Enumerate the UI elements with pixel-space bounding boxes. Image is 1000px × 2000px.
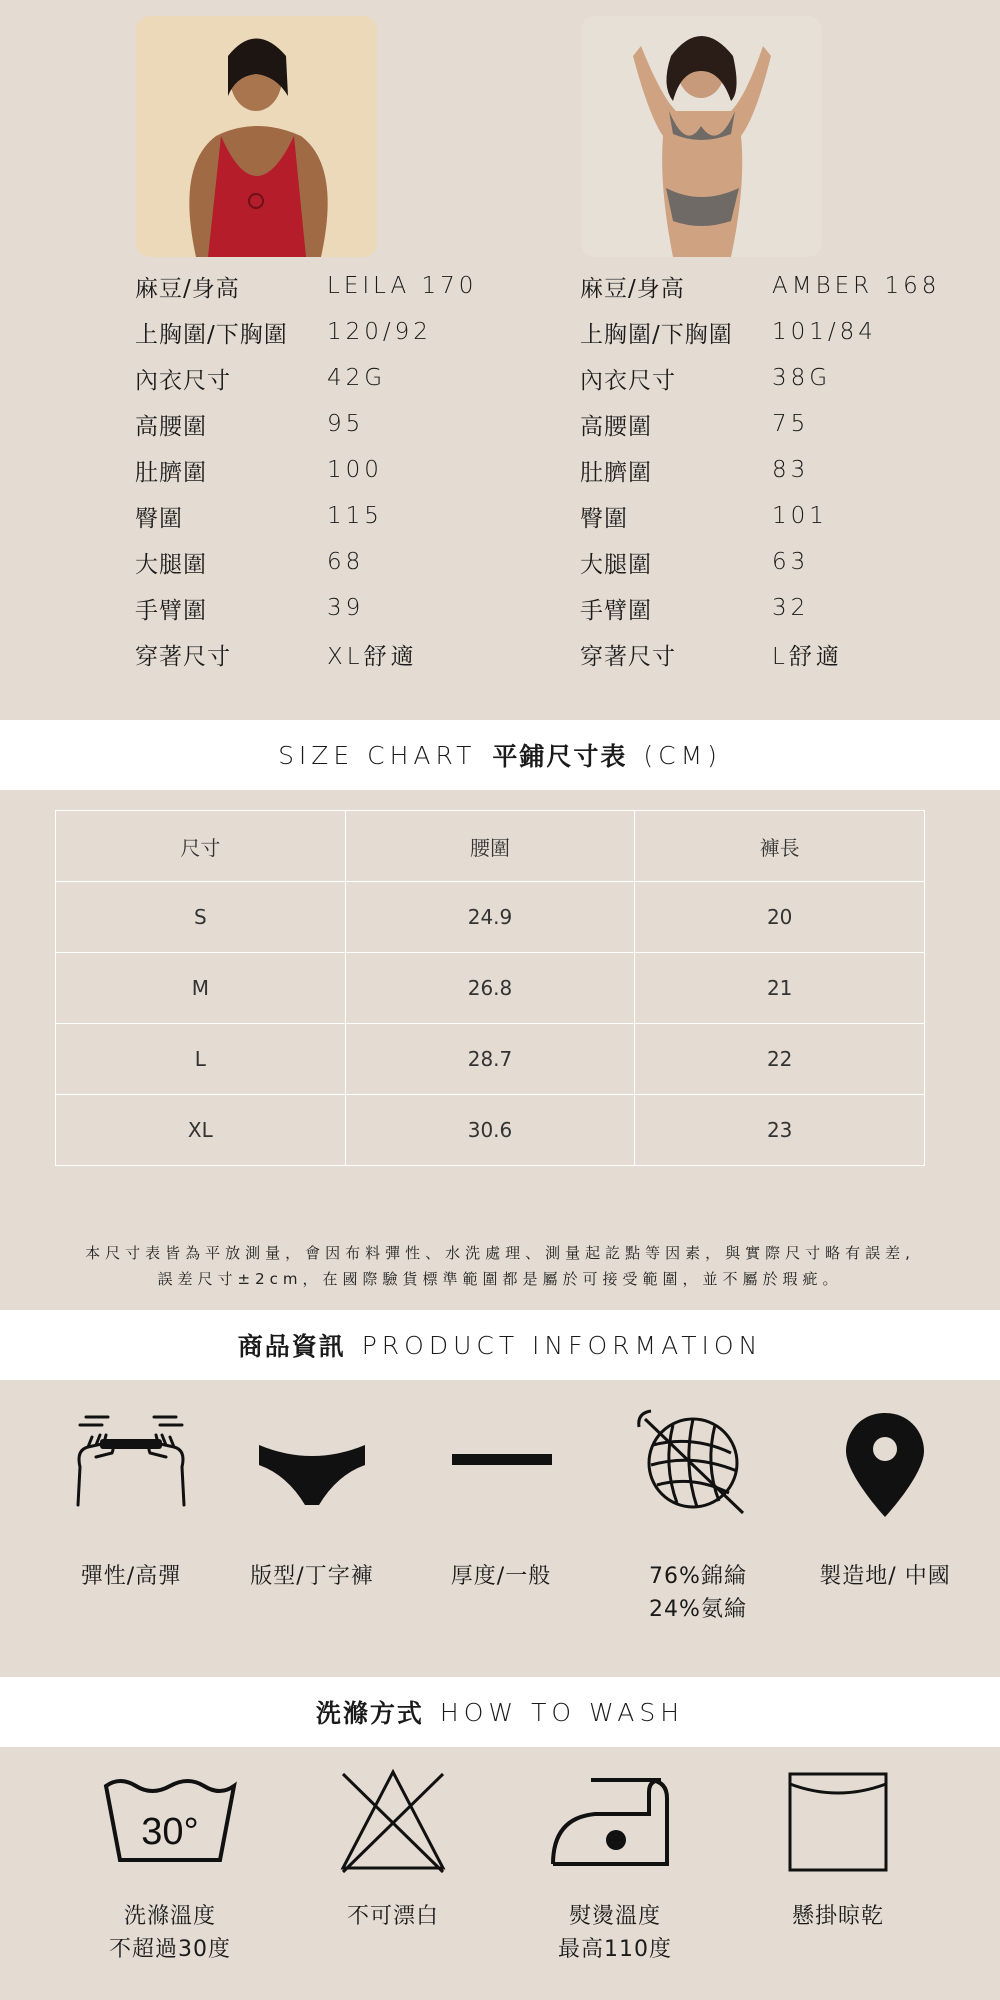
wash-label-bleach: 不可漂白: [346, 1904, 439, 1929]
spec-label: 臀圍: [580, 505, 628, 532]
table-header-row: [56, 811, 925, 882]
spec-row: [580, 631, 940, 677]
spec-value: 38G: [772, 365, 832, 391]
header-length: 褲長: [635, 811, 925, 882]
wash-temp-text: 30°: [141, 1811, 199, 1853]
wash-title-zh: 洗滌方式: [315, 1699, 424, 1728]
spec-value: 101: [772, 503, 828, 529]
spec-value: 101/84: [772, 319, 877, 345]
model-photo-leila: [136, 16, 377, 257]
table-cell: M: [56, 953, 346, 1024]
info-label-style: 版型/丁字褲: [250, 1564, 374, 1589]
model-specs-amber: [580, 263, 940, 677]
spec-value: XL舒適: [327, 643, 418, 670]
table-row: [56, 953, 925, 1024]
table-cell: 26.8: [345, 953, 635, 1024]
stretch-icon: [66, 1405, 196, 1525]
spec-value: 68: [327, 549, 365, 575]
wash-label-temperature: 洗滌溫度 不超過30度: [109, 1904, 231, 1962]
yarn-ball-icon: [633, 1405, 763, 1525]
spec-label: 肚臍圍: [580, 459, 652, 486]
wash-label-iron: 熨燙溫度 最高110度: [558, 1904, 672, 1962]
header-waist: 腰圍: [345, 811, 635, 882]
table-cell: XL: [56, 1095, 346, 1166]
spec-value: 100: [327, 457, 383, 483]
spec-label: 上胸圍/下胸圍: [135, 321, 288, 348]
spec-value: 120/92: [327, 319, 432, 345]
spec-label: 麻豆/身高: [580, 275, 685, 302]
table-cell: L: [56, 1024, 346, 1095]
spec-value: 95: [327, 411, 365, 437]
spec-label: 內衣尺寸: [135, 367, 231, 394]
measurement-note: [0, 1240, 1000, 1292]
spec-value: AMBER 168: [772, 273, 941, 299]
table-row: [56, 1024, 925, 1095]
spec-value: 32: [772, 595, 810, 621]
product-info-title-zh: 商品資訊: [237, 1332, 346, 1361]
info-label-origin: 製造地/ 中國: [819, 1564, 951, 1589]
spec-row: [580, 447, 940, 493]
size-chart-title-en: SIZE CHART: [278, 740, 477, 770]
table-cell: 24.9: [345, 882, 635, 953]
spec-row: [580, 263, 940, 309]
model-specs-leila: [135, 263, 477, 677]
table-cell: 23: [635, 1095, 925, 1166]
wash-banner: [0, 1677, 1000, 1747]
spec-row: [580, 401, 940, 447]
spec-row: [135, 493, 477, 539]
spec-label: 上胸圍/下胸圍: [580, 321, 733, 348]
spec-label: 大腿圍: [135, 551, 207, 578]
info-label-elasticity: 彈性/高彈: [80, 1564, 182, 1589]
table-cell: S: [56, 882, 346, 953]
spec-row: [580, 493, 940, 539]
spec-row: [135, 309, 477, 355]
spec-label: 臀圍: [135, 505, 183, 532]
spec-value: L舒適: [772, 643, 843, 670]
spec-value: 39: [327, 595, 365, 621]
no-bleach-icon: [323, 1768, 463, 1878]
table-row: [56, 882, 925, 953]
spec-row: [135, 401, 477, 447]
spec-row: [580, 585, 940, 631]
wash-title-en: HOW TO WASH: [439, 1697, 685, 1727]
spec-value: 83: [772, 457, 810, 483]
spec-label: 內衣尺寸: [580, 367, 676, 394]
table-row: [56, 1095, 925, 1166]
table-cell: 30.6: [345, 1095, 635, 1166]
size-chart-unit: (CM): [643, 740, 722, 770]
spec-row: [135, 447, 477, 493]
spec-label: 麻豆/身高: [135, 275, 240, 302]
product-info-banner: [0, 1310, 1000, 1380]
spec-row: [580, 309, 940, 355]
spec-value: 75: [772, 411, 810, 437]
line-dry-icon: [768, 1768, 908, 1878]
size-chart-banner: [0, 720, 1000, 790]
wash-label-dry: 懸掛晾乾: [791, 1904, 884, 1929]
size-chart-table: [55, 810, 925, 1166]
spec-label: 肚臍圍: [135, 459, 207, 486]
note-line-2: 誤差尺寸±2cm，在國際驗貨標準範圍都是屬於可接受範圍，並不屬於瑕疵。: [157, 1270, 843, 1288]
table-cell: 21: [635, 953, 925, 1024]
spec-row: [580, 539, 940, 585]
model-photo-amber: [581, 16, 822, 257]
spec-row: [580, 355, 940, 401]
spec-row: [135, 263, 477, 309]
spec-row: [135, 539, 477, 585]
size-chart-title-zh: 平鋪尺寸表: [492, 742, 628, 771]
info-label-thickness: 厚度/一般: [450, 1564, 552, 1589]
table-cell: 28.7: [345, 1024, 635, 1095]
spec-label: 高腰圍: [135, 413, 207, 440]
spec-label: 手臂圍: [135, 597, 207, 624]
spec-value: 115: [327, 503, 383, 529]
info-label-material: 76%錦綸 24%氨綸: [649, 1564, 747, 1622]
header-size: 尺寸: [56, 811, 346, 882]
spec-label: 穿著尺寸: [580, 643, 676, 670]
table-cell: 22: [635, 1024, 925, 1095]
spec-row: [135, 585, 477, 631]
spec-label: 手臂圍: [580, 597, 652, 624]
iron-icon: [545, 1768, 685, 1878]
location-pin-icon: [820, 1405, 950, 1525]
spec-value: 42G: [327, 365, 387, 391]
product-info-title-en: PRODUCT INFORMATION: [361, 1330, 763, 1360]
thong-icon: [247, 1405, 377, 1525]
note-line-1: 本尺寸表皆為平放測量，會因布料彈性、水洗處理、測量起訖點等因素，與實際尺寸略有誤差,: [85, 1244, 915, 1262]
table-cell: 20: [635, 882, 925, 953]
spec-label: 高腰圍: [580, 413, 652, 440]
wash-30-icon: [100, 1768, 240, 1878]
spec-label: 穿著尺寸: [135, 643, 231, 670]
spec-label: 大腿圍: [580, 551, 652, 578]
spec-value: 63: [772, 549, 810, 575]
spec-row: [135, 631, 477, 677]
spec-value: LEILA 170: [327, 273, 478, 299]
spec-row: [135, 355, 477, 401]
thickness-line-icon: [436, 1405, 566, 1525]
